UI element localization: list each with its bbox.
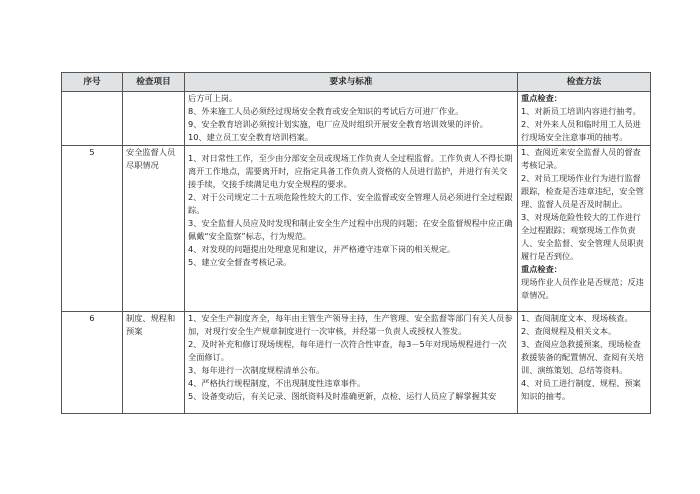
requirement-line: 1、对日常性工作，至少由分部安全员或现场工作负责人全过程监督。工作负责人不得长期离开工作地点，需要离开时，应指定具备工作负责人资格的人员进行监护，并进行有关交接手续，交接手续满足电力安全规程的要求。 xyxy=(188,153,513,189)
row-method xyxy=(518,146,651,312)
method-line: 1、查阅近来安全监督人员的督查考核记录。 xyxy=(521,147,641,170)
requirement-line: 1、安全生产制度齐全，每年由主管生产领导主持，生产管理、安全监督等部门有关人员参加，对现行安全生产规章制度进行一次审核，并经第一负责人或授权人签发。 xyxy=(188,313,513,336)
table-row xyxy=(62,146,651,312)
method-line: 4、对员工进行制度、规程、预案知识的抽考。 xyxy=(521,378,641,401)
table-row xyxy=(62,312,651,414)
header-row xyxy=(62,73,651,92)
method-line: 1、查阅制度文本、现场核查。 xyxy=(521,313,633,323)
row-method xyxy=(518,92,651,146)
method-line: 2、对员工现场作业行为进行监督跟踪，检查是否违章违纪，安全管理、监督人员是否及时制止。 xyxy=(521,173,644,209)
requirement-line: 10、建立员工安全教育培训档案。 xyxy=(188,132,314,142)
row-item xyxy=(123,92,185,146)
header-requirements: 要求与标准 xyxy=(185,73,518,92)
requirement-line: 4、严格执行规程制度，不出现制度性违章事件。 xyxy=(188,378,366,388)
requirement-line: 4、对发现的问题提出处理意见和建议，并严格遵守违章下岗的相关规定。 xyxy=(188,244,456,254)
requirement-line: 8、外来施工人员必须经过现场安全教育或安全知识的考试后方可进厂作业。 xyxy=(188,106,464,116)
row-item: 安全监督人员尽职情况 xyxy=(123,146,185,312)
requirement-line: 3、安全监督人员应及时发现和制止安全生产过程中出现的问题；在安全监督规程中应正确佩戴“安全监察”标志，行为规范。 xyxy=(188,218,513,241)
table-row xyxy=(62,92,651,146)
requirement-line: 5、设备变动后，有关记录、图纸资料及时准确更新，点检、运行人员应了解掌握其安 xyxy=(188,391,497,401)
method-line: 现场作业人员作业是否规范；反违章情况。 xyxy=(521,277,644,300)
row-requirements xyxy=(185,146,518,312)
requirement-line: 2、及时补充和修订现场规程，每年进行一次符合性审查，每3－5年对现场规程进行一次全面修订。 xyxy=(188,339,507,362)
row-method xyxy=(518,312,651,414)
method-line: 2、查阅规程及相关文本。 xyxy=(521,326,617,336)
row-number: 6 xyxy=(62,312,123,414)
method-line: 3、查阅应急救援预案、现场检查救援装备的配置情况、查阅有关培训、演练策划、总结等资料。 xyxy=(521,339,644,375)
row-requirements xyxy=(185,92,518,146)
row-number xyxy=(62,92,123,146)
inspection-table xyxy=(61,72,651,414)
row-item: 制度、规程和预案 xyxy=(123,312,185,414)
requirement-line: 2、对于公司规定二十五项危险性较大的工作、安全监督或安全管理人员必须进行全过程跟踪。 xyxy=(188,192,513,215)
header-no: 序号 xyxy=(62,73,123,92)
header-item: 检查项目 xyxy=(123,73,185,92)
method-line: 2、对外来人员和临时用工人员进行现场安全注意事项的抽考。 xyxy=(521,119,641,142)
header-method: 检查方法 xyxy=(518,73,651,92)
requirement-line: 5、建立安全督查考核记录。 xyxy=(188,257,292,267)
method-line: 1、对新员工培训内容进行抽考。 xyxy=(521,106,641,116)
requirement-line: 后方可上岗。 xyxy=(188,93,238,103)
method-heading: 重点检查： xyxy=(521,93,562,103)
requirement-line: 3、每年进行一次制度规程清单公布。 xyxy=(188,365,325,375)
row-requirements xyxy=(185,312,518,414)
row-number: 5 xyxy=(62,146,123,312)
method-heading: 重点检查： xyxy=(521,264,562,274)
requirement-line: 9、安全教育培训必须按计划实施，电厂应及时组织开展安全教育培训效果的评价。 xyxy=(188,119,488,129)
method-line: 3、对现场危险性较大的工作进行全过程跟踪；观察现场工作负责人、安全监督、安全管理人员职责履行是否到位。 xyxy=(521,212,644,261)
